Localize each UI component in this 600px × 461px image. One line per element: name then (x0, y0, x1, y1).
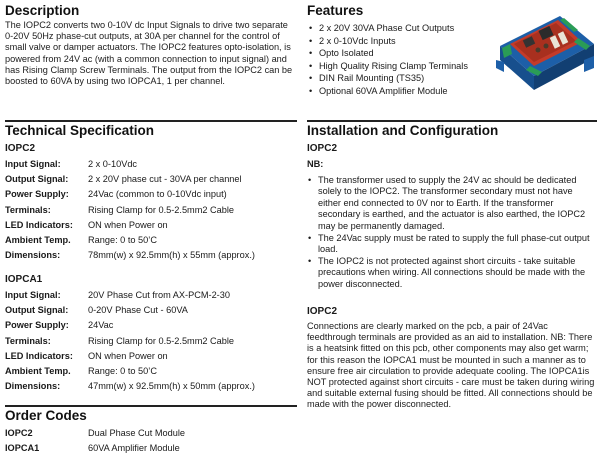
spec-value: 2 x 20V phase cut - 30VA per channel (88, 174, 242, 185)
spec-row (5, 172, 297, 187)
feature-item: • 2 x 0-10Vdc Inputs (307, 35, 492, 48)
nb-list (307, 175, 597, 291)
spec-value: 0-20V Phase Cut - 60VA (88, 305, 188, 316)
spec-value: ON when Power on (88, 219, 168, 230)
spec-value: Range: 0 to 50’C (88, 366, 157, 377)
nb-item: • The 24Vac supply must be rated to supply the full phase-cut output load. (307, 233, 597, 256)
product-image (494, 2, 597, 105)
spec-value: 24Vac (88, 320, 114, 331)
spec-label: Input Signal: (5, 290, 61, 301)
installation-heading-1: IOPC2 (307, 143, 338, 154)
spec-label: Terminals: (5, 204, 51, 215)
nb-item: • The transformer used to supply the 24V ac should be dedicated solely to the IOPC2. The transformer secondary must not have either end connected to 0V nor to Earth. If the transformer secondary is earthed, and the actuator is also earthed, the IOPC2 may be permanently damaged. (307, 175, 597, 232)
order-codes-title: Order Codes (5, 408, 87, 423)
spec-row (5, 303, 297, 318)
tech-spec-rule (5, 120, 297, 122)
description-title: Description (5, 3, 80, 18)
installation-title: Installation and Configuration (307, 123, 499, 138)
spec-value: Rising Clamp for 0.5-2.5mm2 Cable (88, 335, 235, 346)
spec-row (5, 288, 297, 303)
spec-label: Input Signal: (5, 159, 61, 170)
spec-label: Terminals: (5, 335, 51, 346)
spec-label: Power Supply: (5, 320, 69, 331)
spec-row (5, 203, 297, 218)
spec-value: 47mm(w) x 92.5mm(h) x 50mm (approx.) (88, 381, 255, 392)
feature-item: • Opto Isolated (307, 47, 492, 60)
spec-value: 24Vac (common to 0-10Vdc input) (88, 189, 227, 200)
feature-item: • 2 x 20V 30VA Phase Cut Outputs (307, 22, 492, 35)
installation-rule (307, 120, 597, 122)
iopc2-spec-table (5, 157, 297, 263)
order-codes-table (5, 426, 297, 456)
feature-item: • Optional 60VA Amplifier Module (307, 85, 492, 98)
spec-row (5, 441, 297, 456)
spec-row (5, 379, 297, 394)
spec-label: Dimensions: (5, 250, 61, 261)
installation-text: Connections are clearly marked on the pcb, a pair of 24Vac feedthrough terminals are provided as an aid to installation. NB: There is a heatsink fitted on this pcb, other components may also get warm; for this reason the IOPCA1 must be mounted in such a manner as to ensure free air circulation to provide adequate cooling. The IOPCA1is NOT protected against short circuits - care must be taken during wiring and suitable external fusing should be fitted. All connections should be made with the power disconnected. (307, 321, 595, 410)
tech-spec-title: Technical Specification (5, 123, 155, 138)
spec-label: Ambient Temp. (5, 366, 71, 377)
iopca1-spec-heading: IOPCA1 (5, 274, 43, 285)
spec-value: Rising Clamp for 0.5-2.5mm2 Cable (88, 204, 235, 215)
spec-value: 78mm(w) x 92.5mm(h) x 55mm (approx.) (88, 250, 255, 261)
spec-label: Output Signal: (5, 174, 69, 185)
spec-value: Dual Phase Cut Module (88, 428, 186, 439)
spec-row (5, 349, 297, 364)
spec-label: Output Signal: (5, 305, 69, 316)
nb-label: NB: (307, 159, 324, 169)
spec-row (5, 218, 297, 233)
features-title: Features (307, 3, 364, 18)
iopca1-spec-table (5, 288, 297, 394)
description-text: The IOPC2 converts two 0-10V dc Input Signals to drive two separate 0-20V 50Hz phase-cut outputs, at 30A per channel for the control of small valve or damper actuators. The IOPC2 features opto-isolation, is powered from 24V ac (with a common connection to input signal) and has Rising Clamp Screw Terminals. The output from the IOPC2 can be boosted to 60VA by using two IOPCA1, 1 per channel. (5, 20, 293, 87)
spec-value: 2 x 0-10Vdc (88, 159, 138, 170)
spec-row (5, 334, 297, 349)
feature-item: • High Quality Rising Clamp Terminals (307, 60, 492, 73)
feature-item: • DIN Rail Mounting (TS35) (307, 72, 492, 85)
nb-item: • The IOPC2 is not protected against short circuits - take suitable precautions when wiring. All connections should be made with the power disconnected. (307, 256, 597, 290)
spec-row (5, 426, 297, 441)
spec-row (5, 157, 297, 172)
spec-label: LED Indicators: (5, 219, 73, 230)
spec-label: IOPCA1 (5, 443, 40, 454)
spec-value: 20V Phase Cut from AX-PCM-2-30 (88, 290, 230, 301)
spec-label: Dimensions: (5, 381, 61, 392)
order-codes-rule (5, 405, 297, 407)
spec-row (5, 248, 297, 263)
spec-row (5, 187, 297, 202)
spec-row (5, 318, 297, 333)
spec-value: ON when Power on (88, 350, 168, 361)
spec-label: Power Supply: (5, 189, 69, 200)
iopc2-spec-heading: IOPC2 (5, 143, 36, 154)
spec-value: 60VA Amplifier Module (88, 443, 180, 454)
spec-label: Ambient Temp. (5, 235, 71, 246)
spec-value: Range: 0 to 50’C (88, 235, 157, 246)
spec-row (5, 233, 297, 248)
spec-label: LED Indicators: (5, 350, 73, 361)
spec-label: IOPC2 (5, 428, 33, 439)
features-list (307, 22, 492, 98)
installation-heading-2: IOPC2 (307, 306, 338, 317)
spec-row (5, 364, 297, 379)
